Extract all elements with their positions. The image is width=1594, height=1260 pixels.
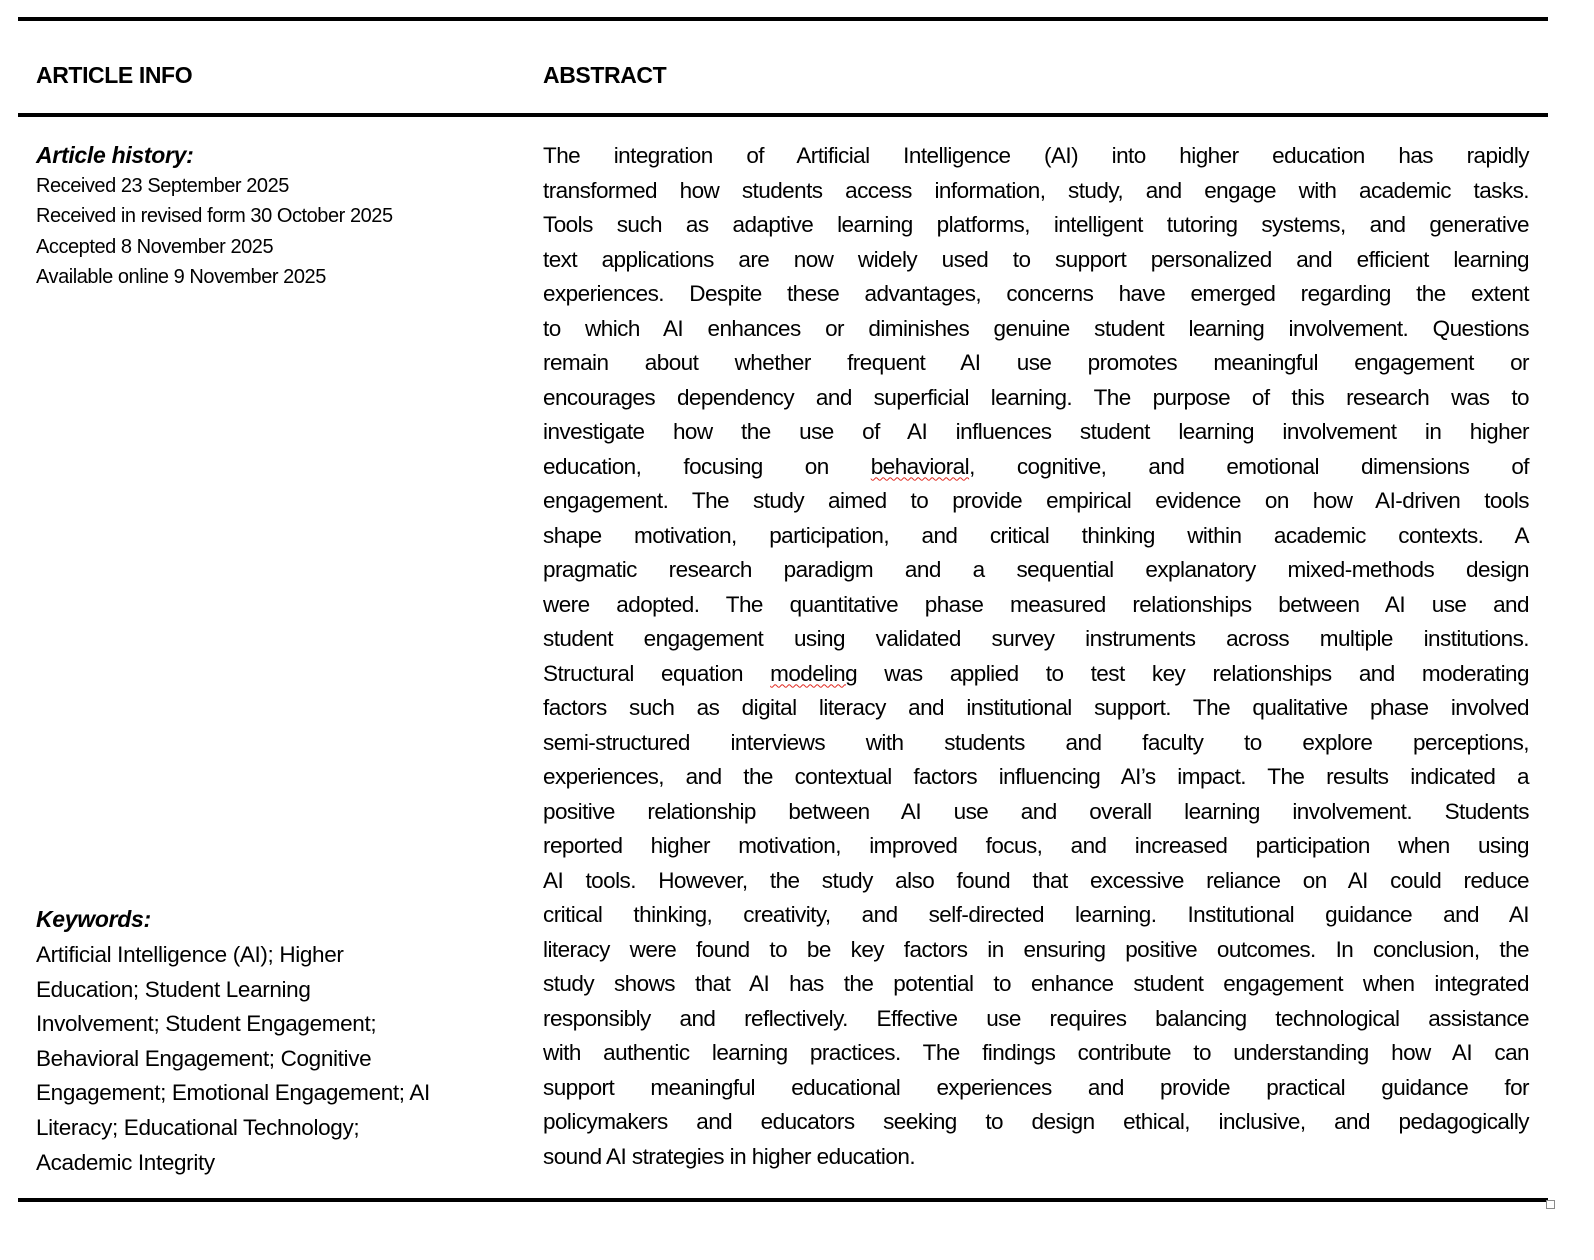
history-entry: Received in revised form 30 October 2025 (36, 205, 393, 228)
abstract-line: were adopted. The quantitative phase measured relationships between AI use and (543, 591, 1529, 617)
article-history-list (36, 171, 516, 292)
abstract-line: education, focusing on behavioral, cognitive, and emotional dimensions of (543, 453, 1529, 479)
keywords-title: Keywords: (36, 906, 151, 932)
abstract-line: positive relationship between AI use and overall learning involvement. Students (543, 798, 1529, 824)
keywords-line: Artificial Intelligence (AI); Higher (36, 942, 344, 967)
abstract-line: engagement. The study aimed to provide empirical evidence on how AI-driven tools (543, 488, 1529, 513)
abstract-line: Structural equation modeling was applied to test key relationships and moderating (543, 660, 1529, 686)
abstract-line: sound AI strategies in higher education. (543, 1143, 916, 1169)
keywords-line: Behavioral Engagement; Cognitive (36, 1045, 372, 1071)
abstract-line: critical thinking, creativity, and self-directed learning. Institutional guidance and AI (543, 902, 1529, 927)
abstract-line: text applications are now widely used to support personalized and efficient learning (543, 246, 1529, 272)
keywords-line: Literacy; Educational Technology; (36, 1114, 360, 1140)
history-entry: Accepted 8 November 2025 (36, 235, 274, 258)
abstract-body (543, 139, 1529, 1174)
history-entry: Available online 9 November 2025 (36, 265, 326, 288)
abstract-line: The integration of Artificial Intelligence (AI) into higher education has rapidly (543, 143, 1529, 168)
abstract-line: to which AI enhances or diminishes genuine student learning involvement. Questions (543, 315, 1529, 341)
abstract-line: with authentic learning practices. The findings contribute to understanding how AI can (543, 1040, 1529, 1065)
abstract-line: responsibly and reflectively. Effective use requires balancing technological assistance (543, 1005, 1529, 1031)
keywords-line: Academic Integrity (36, 1149, 215, 1175)
spellcheck-flagged-word[interactable]: modeling (770, 660, 858, 686)
abstract-line: factors such as digital literacy and institutional support. The qualitative phase involved (543, 695, 1529, 720)
keywords-line: Engagement; Emotional Engagement; AI (36, 1080, 430, 1106)
abstract-line: experiences. Despite these advantages, concerns have emerged regarding the extent (543, 281, 1529, 306)
article-history (36, 139, 516, 292)
abstract-heading: ABSTRACT (543, 62, 667, 88)
keywords-line: Education; Student Learning (36, 976, 311, 1002)
keywords-section (36, 904, 516, 1180)
abstract-line: Tools such as adaptive learning platforms, intelligent tutoring systems, and generative (543, 212, 1529, 237)
history-entry: Received 23 September 2025 (36, 175, 289, 197)
abstract-line: study shows that AI has the potential to enhance student engagement when integrated (543, 971, 1529, 996)
abstract-line: student engagement using validated survey instruments across multiple institutions. (543, 626, 1529, 651)
abstract-line: investigate how the use of AI influences student learning involvement in higher (543, 419, 1529, 444)
top-rule (18, 17, 1548, 21)
abstract-line: AI tools. However, the study also found that excessive reliance on AI could reduce (543, 867, 1529, 893)
abstract-line: shape motivation, participation, and critical thinking within academic contexts. A (543, 522, 1529, 548)
abstract-line: reported higher motivation, improved focus, and increased participation when using (543, 833, 1529, 858)
keywords-line: Involvement; Student Engagement; (36, 1011, 377, 1037)
bottom-rule (18, 1198, 1548, 1202)
abstract-line: encourages dependency and superficial learning. The purpose of this research was to (543, 384, 1529, 410)
abstract-line: policymakers and educators seeking to design ethical, inclusive, and pedagogically (543, 1109, 1529, 1134)
abstract-line: experiences, and the contextual factors influencing AI’s impact. The results indicated a (543, 764, 1529, 789)
spellcheck-flagged-word[interactable]: behavioral (870, 453, 970, 479)
header-rule (18, 113, 1548, 117)
abstract-line: semi-structured interviews with students and faculty to explore perceptions, (543, 729, 1529, 755)
abstract-line: pragmatic research paradigm and a sequential explanatory mixed-methods design (543, 557, 1529, 582)
table-resize-handle[interactable] (1546, 1200, 1555, 1209)
article-info-heading: ARTICLE INFO (36, 62, 193, 88)
abstract-line: remain about whether frequent AI use promotes meaningful engagement or (543, 350, 1529, 375)
abstract-line: support meaningful educational experiences and provide practical guidance for (543, 1074, 1529, 1100)
article-history-title: Article history: (36, 142, 194, 168)
keywords-list (36, 938, 516, 1180)
abstract-line: transformed how students access information, study, and engage with academic tasks. (543, 177, 1529, 203)
abstract-line: literacy were found to be key factors in ensuring positive outcomes. In conclusion, the (543, 936, 1529, 962)
